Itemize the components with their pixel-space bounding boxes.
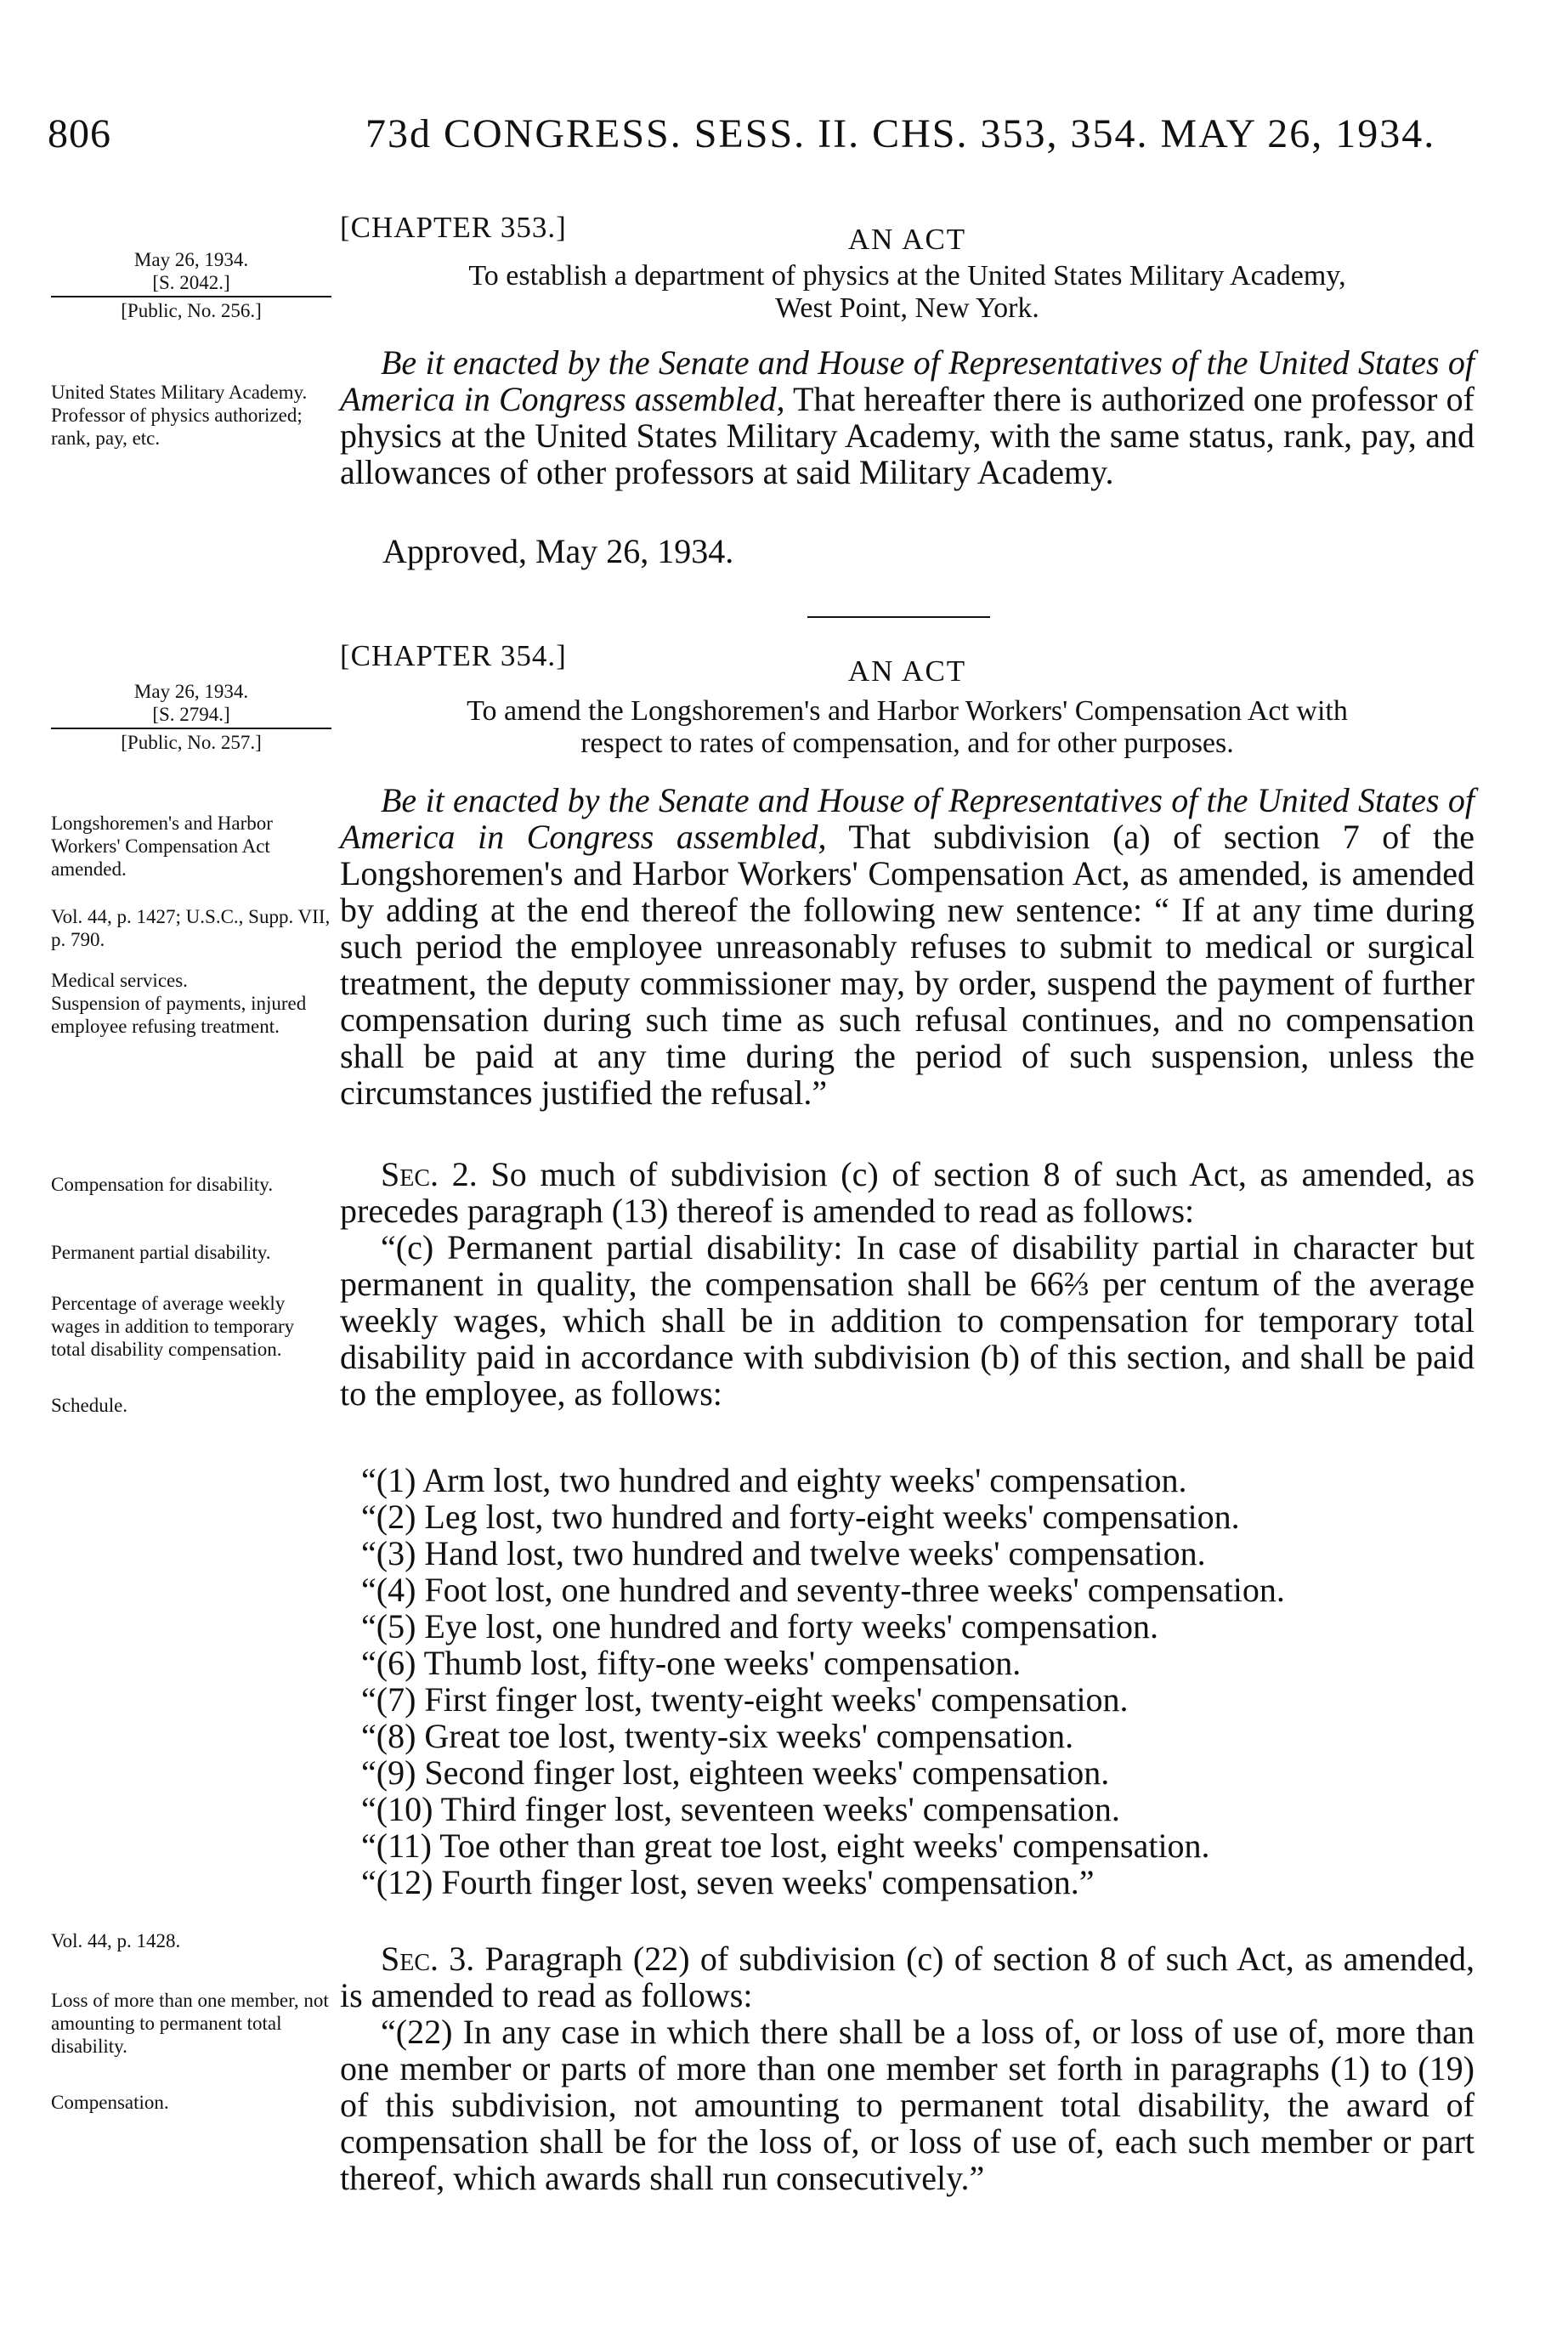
margin-note-vol-1428: Vol. 44, p. 1428. [51, 1930, 181, 1951]
chapter-353-label: [CHAPTER 353.] [340, 211, 567, 244]
chapter-354-enacting-clause [340, 782, 1475, 1111]
margin-note-military-academy [51, 381, 331, 450]
schedule-item: “(12) Fourth finger lost, seven weeks' compensation.” [361, 1863, 1095, 1901]
margin-note-compensation: Compensation. [51, 2092, 169, 2113]
paragraph-22: “(22) In any case in which there shall be a loss of, or loss of use of, more than one member or parts of more than one member set forth in paragraphs (1) to (19) of this subdivision, not amounting to permanent total disability, the award of compensation shall be for the loss of, or loss of use of, each such member or part thereof, which awards shall run consecutively.” [340, 2013, 1475, 2197]
chapter-354-public: [Public, No. 257.] [121, 732, 262, 753]
margin-medical-services: Medical services. [51, 970, 188, 991]
citation-divider [51, 728, 331, 729]
chapter-353-approved: Approved, May 26, 1934. [382, 532, 734, 570]
enacting-formula: Be it enacted by the Senate and House of Representatives of the United States of America in Congress assembled, [340, 781, 1475, 856]
chapter-354-an-act: AN ACT [847, 654, 967, 688]
schedule-item: “(2) Leg lost, two hundred and forty-eight weeks' compensation. [361, 1498, 1240, 1536]
schedule-item: “(5) Eye lost, one hundred and forty weeks' compensation. [361, 1607, 1159, 1645]
paragraph-c: “(c) Permanent partial disability: In case of disability partial in character but permanent in quality, the compensation shall be 66⅔ per centum of the average weekly wages, which shall be in addition to compensation for temporary total disability paid in accordance with subdivision (b) of this section, and shall be paid to the employee, as follows: [340, 1228, 1475, 1413]
chapter-divider [807, 616, 990, 618]
enacting-text: That hereafter there is authorized one professor of physics at the United States Military Academy, with the same status, rank, pay, and allowances of other professors at said Military Academy. [340, 380, 1475, 491]
schedule-item: “(8) Great toe lost, twenty-six weeks' compensation. [361, 1717, 1074, 1755]
chapter-353-date: May 26, 1934. [133, 249, 249, 270]
chapter-353-public: [Public, No. 256.] [121, 300, 262, 321]
schedule-item: “(6) Thumb lost, fifty-one weeks' compensation. [361, 1644, 1022, 1682]
chapter-354-section-1 [340, 782, 1475, 1111]
section-3-label: Sec. 3. [381, 1940, 475, 1978]
section-2-label: Sec. 2. [381, 1155, 478, 1193]
margin-note-vol-1427: Vol. 44, p. 1427; U.S.C., Supp. VII, p. 790. [51, 906, 331, 950]
chapter-353-title-line1: To establish a department of physics at the United States Military Academy, [468, 260, 1346, 292]
citation-divider [51, 296, 331, 297]
chapter-353-body [340, 344, 1475, 490]
section-1-text: That subdivision (a) of section 7 of the Longshoremen's and Harbor Workers' Compensation Act, as amended, is amended by adding at the end thereof the following new sentence: “ If at any time during such period the employee unreasonably refuses to submit to medical or surgical treatment, the deputy commissioner may, by order, suspend the payment of further compensation during such time as such refusal continues, and no compensation shall be paid at any time during the period of such suspension, unless the circumstances justified the refusal.” [340, 818, 1475, 1112]
margin-note-schedule: Schedule. [51, 1395, 128, 1416]
chapter-353-title-line2: West Point, New York. [775, 292, 1039, 324]
margin-note-medical [51, 969, 331, 1038]
schedule-item: “(1) Arm lost, two hundred and eighty weeks' compensation. [361, 1461, 1187, 1499]
margin-suspension: Suspension of payments, injured employee refusing treatment. [51, 993, 307, 1037]
schedule-item: “(9) Second finger lost, eighteen weeks' compensation. [361, 1753, 1110, 1792]
chapter-353-title [340, 260, 1475, 325]
chapter-354-date: May 26, 1934. [133, 681, 249, 702]
section-2-text: So much of subdivision (c) of section 8 of such Act, as amended, as precedes paragraph (13) thereof is amended to read as follows: [340, 1155, 1475, 1230]
margin-note-loss-of-members: Loss of more than one member, not amounting to permanent total disability. [51, 1990, 329, 2057]
schedule-item: “(11) Toe other than great toe lost, eight weeks' compensation. [361, 1827, 1210, 1865]
section-3-paragraph [340, 1940, 1475, 2014]
chapter-353-bill: [S. 2042.] [152, 272, 230, 293]
schedule-item: “(4) Foot lost, one hundred and seventy-three weeks' compensation. [361, 1571, 1285, 1609]
running-head: 73d CONGRESS. SESS. II. CHS. 353, 354. MAY 26, 1934. [365, 111, 1436, 156]
chapter-354-title-line1: To amend the Longshoremen's and Harbor Workers' Compensation Act with [467, 695, 1348, 727]
chapter-353-an-act: AN ACT [847, 223, 967, 256]
chapter-353-citation [51, 248, 331, 322]
schedule-item: “(3) Hand lost, two hundred and twelve weeks' compensation. [361, 1534, 1206, 1572]
chapter-354-title-line2: respect to rates of compensation, and for other purposes. [580, 728, 1234, 759]
schedule-item: “(10) Third finger lost, seventeen weeks' compensation. [361, 1790, 1120, 1828]
chapter-354-label: [CHAPTER 354.] [340, 639, 567, 672]
section-3-text: Paragraph (22) of subdivision (c) of section 8 of such Act, as amended, is amended to read as follows: [340, 1940, 1475, 2014]
page-number: 806 [48, 111, 111, 156]
chapter-354-citation [51, 680, 331, 754]
margin-note-longshoremen: Longshoremen's and Harbor Workers' Compensation Act amended. [51, 813, 273, 880]
margin-note-percentage: Percentage of average weekly wages in addition to temporary total disability compensation. [51, 1293, 295, 1360]
compensation-schedule [361, 1462, 1475, 1900]
chapter-354-bill: [S. 2794.] [152, 704, 230, 725]
chapter-354-section-2 [340, 1156, 1475, 1412]
enacting-formula: Be it enacted by the Senate and House of Representatives of the United States of America in Congress assembled, [340, 343, 1475, 418]
chapter-354-section-3 [340, 1940, 1475, 2196]
schedule-item: “(7) First finger lost, twenty-eight weeks' compensation. [361, 1680, 1129, 1719]
margin-note-permanent-partial: Permanent partial disability. [51, 1242, 271, 1263]
margin-note-compensation-disability: Compensation for disability. [51, 1174, 274, 1195]
margin-topic-professor: Professor of physics authorized; rank, pay, etc. [51, 405, 303, 449]
chapter-353-enacting-clause [340, 344, 1475, 490]
chapter-354-title [340, 695, 1475, 760]
section-2-paragraph [340, 1156, 1475, 1229]
margin-topic-academy: United States Military Academy. [51, 382, 308, 403]
